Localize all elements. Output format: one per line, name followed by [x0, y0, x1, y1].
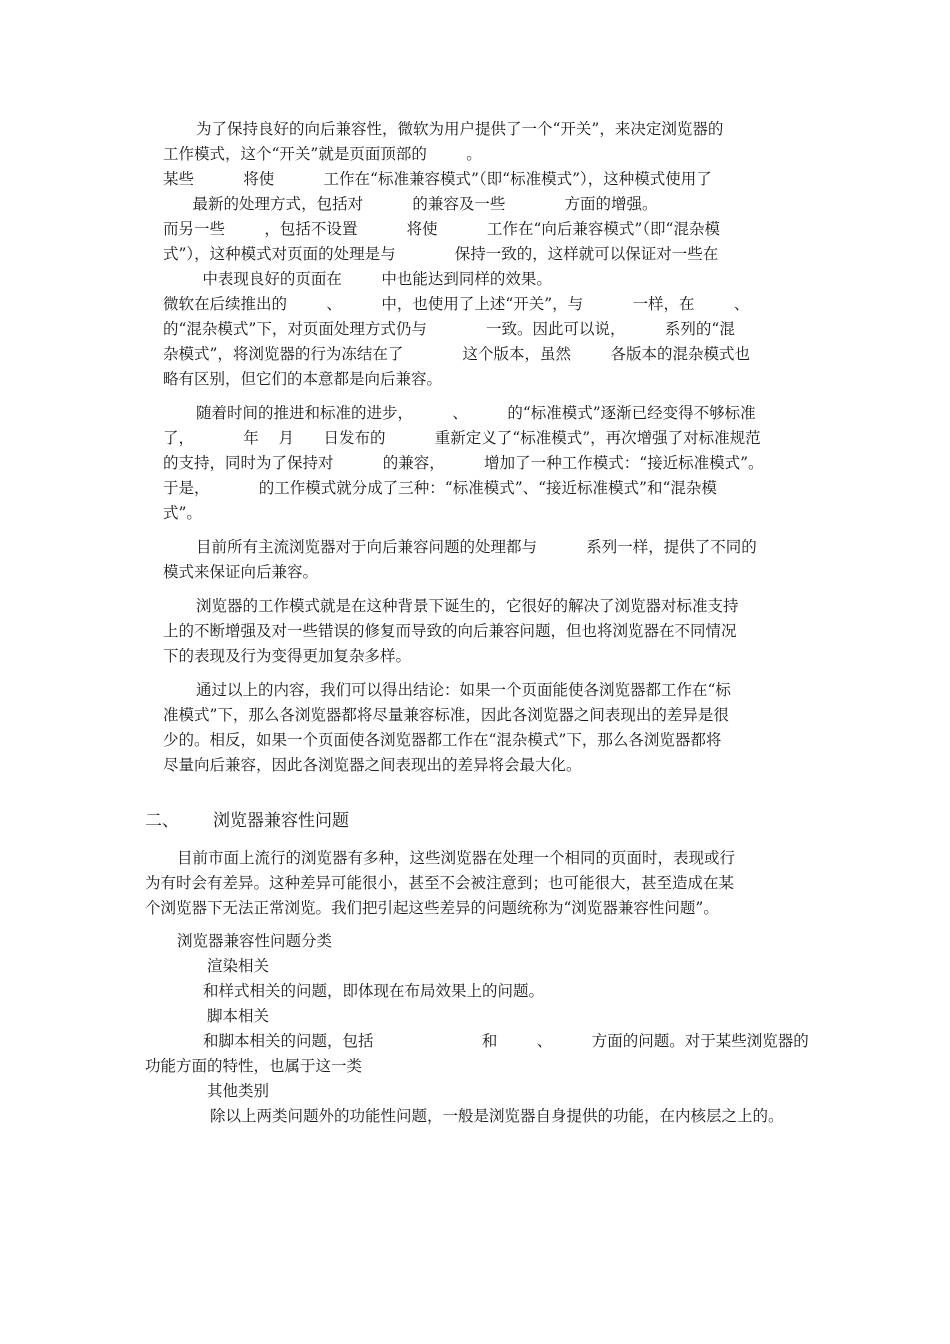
text-line: 上的不断增强及对一些错误的修复而导致的向后兼容问题，但也将浏览器在不同情况 — [163, 622, 737, 640]
text-line: 下的表现及行为变得更加复杂多样。 — [163, 647, 412, 665]
text-line: 浏览器的工作模式就是在这种背景下诞生的，它很好的解决了浏览器对标准支持 — [196, 597, 739, 615]
text-line: 为了保持良好的向后兼容性，微软为用户提供了一个“开关”，来决定浏览器的 — [196, 120, 724, 138]
text-line: 尽量向后兼容，因此各浏览器之间表现出的差异将会最大化。 — [163, 756, 582, 774]
text-line: 功能方面的特性，也属于这一类 — [145, 1057, 363, 1075]
text-line: 通过以上的内容，我们可以得出结论：如果一个页面能使各浏览器都工作在“标 — [196, 681, 731, 699]
text-line: 微软在后续推出的 、 中，也使用了上述“开关”，与 一样，在 、 — [163, 295, 750, 313]
text-line: 和脚本相关的问题，包括 和 、 方面的问题。对于某些浏览器的 — [203, 1032, 809, 1050]
text-line: 少的。相反，如果一个页面使各浏览器都工作在“混杂模式”下，那么各浏览器都将 — [163, 731, 722, 749]
text-line: 于是， 的工作模式就分成了三种：“标准模式”、“接近标准模式”和“混杂模 — [163, 479, 717, 497]
text-line: 某些 将使 工作在“标准兼容模式”（即“标准模式”），这种模式使用了 — [163, 170, 712, 188]
text-line: 随着时间的推进和标准的进步， 、 的“标准模式”逐渐已经变得不够标准 — [196, 404, 756, 422]
text-line: 式”），这种模式对页面的处理是与 保持一致的，这样就可以保证对一些在 — [163, 245, 719, 263]
text-line: 中表现良好的页面在 中也能达到同样的效果。 — [163, 270, 552, 288]
text-line: 了， 年 月 日发布的 重新定义了“标准模式”，再次增强了对标准规范 — [163, 429, 761, 447]
text-line: 的“混杂模式”下，对页面处理方式仍与 一致。因此可以说， 系列的“混 — [163, 320, 735, 338]
text-line: 工作模式，这个“开关”就是页面顶部的 。 — [163, 145, 482, 163]
category-label: 渲染相关 — [207, 957, 270, 975]
text-line: 和样式相关的问题，即体现在布局效果上的问题。 — [203, 982, 545, 1000]
category-label: 其他类别 — [207, 1082, 270, 1100]
text-line: 而另一些 ，包括不设置 将使 工作在“向后兼容模式”（即“混杂模 — [163, 220, 720, 238]
text-line: 个浏览器下无法正常浏览。我们把引起这些差异的问题统称为“浏览器兼容性问题”。 — [145, 899, 719, 917]
text-line: 准模式”下，那么各浏览器都将尽量兼容标准，因此各浏览器之间表现出的差异是很 — [163, 706, 729, 724]
section-title: 浏览器兼容性问题 — [213, 811, 349, 831]
subsection-heading: 浏览器兼容性问题分类 — [177, 932, 333, 950]
text-line: 的支持，同时为了保持对 的兼容， 增加了一种工作模式：“接近标准模式”。 — [163, 454, 764, 472]
text-line: 除以上两类问题外的功能性问题，一般是浏览器自身提供的功能，在内核层之上的。 — [210, 1107, 784, 1125]
text-line: 略有区别，但它们的本意都是向后兼容。 — [163, 370, 443, 388]
text-line: 最新的处理方式，包括对 的兼容及一些 方面的增强。 — [163, 195, 658, 213]
text-line: 目前市面上流行的浏览器有多种，这些浏览器在处理一个相同的页面时，表现或行 — [177, 849, 736, 867]
text-line: 模式来保证向后兼容。 — [163, 563, 319, 581]
text-line: 目前所有主流浏览器对于向后兼容问题的处理都与 系列一样，提供了不同的 — [196, 538, 757, 556]
text-line: 式”。 — [163, 504, 202, 522]
category-label: 脚本相关 — [207, 1007, 270, 1025]
text-line: 杂模式”，将浏览器的行为冻结在了 这个版本，虽然 各版本的混杂模式也 — [163, 345, 750, 363]
text-line: 为有时会有差异。这种差异可能很小，甚至不会被注意到；也可能很大，甚至造成在某 — [145, 874, 735, 892]
section-number: 二、 — [145, 811, 179, 831]
